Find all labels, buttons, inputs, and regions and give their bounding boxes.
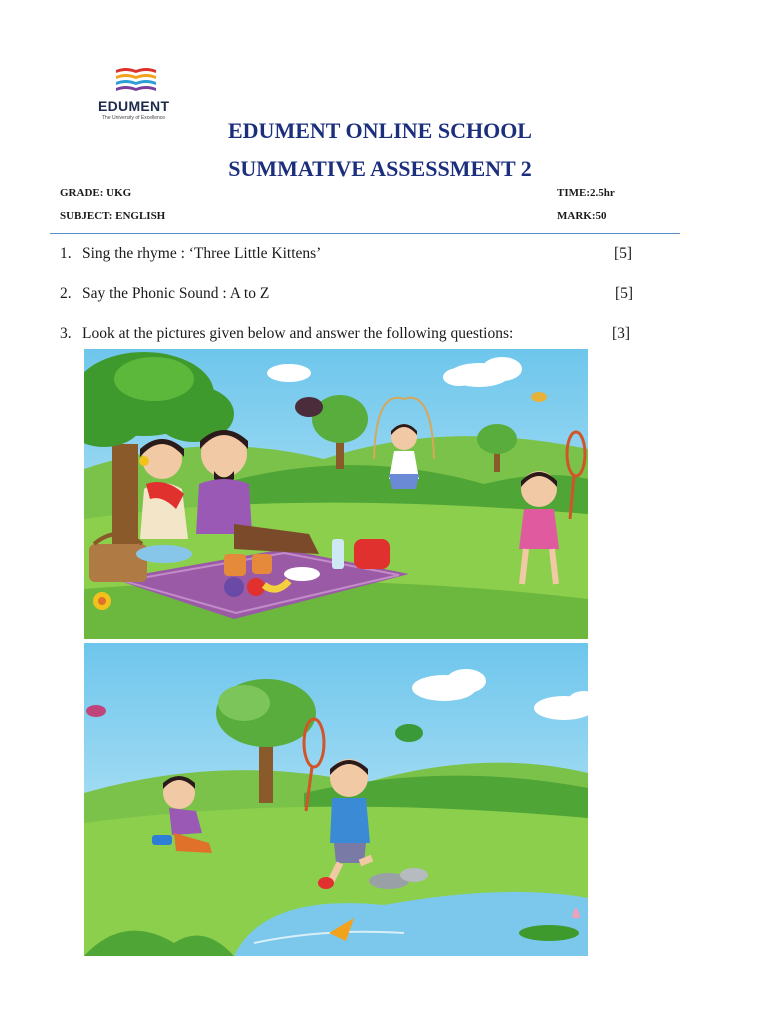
question-3: [60, 325, 513, 343]
subject-label: SUBJECT: ENGLISH: [60, 210, 166, 222]
question-number: 1.: [60, 245, 72, 262]
crow-icon: [295, 397, 323, 417]
bird-icon: [86, 705, 106, 717]
question-1-marks: [5]: [614, 245, 633, 262]
question-number: 3.: [60, 325, 72, 342]
question-1: [60, 245, 321, 263]
header-divider: [50, 233, 680, 234]
bird-icon: [531, 392, 547, 402]
question-text: Say the Phonic Sound : A to Z: [82, 285, 270, 302]
time-label: TIME:2.5hr: [557, 187, 615, 199]
grade-label: GRADE: UKG: [60, 187, 132, 199]
riverside-play-illustration: [84, 643, 588, 956]
mark-label: MARK:50: [557, 210, 607, 222]
logo-name: EDUMENT: [98, 98, 170, 114]
exam-title: SUMMATIVE ASSESSMENT 2: [228, 156, 532, 181]
question-2: [60, 285, 269, 303]
question-number: 2.: [60, 285, 72, 302]
parrot-icon: [395, 724, 423, 742]
picnic-park-illustration: [84, 349, 588, 639]
question-text: Look at the pictures given below and answer the following questions:: [82, 325, 514, 342]
question-text: Sing the rhyme : ‘Three Little Kittens’: [82, 245, 322, 262]
question-3-marks: [3]: [612, 325, 631, 342]
question-2-marks: [5]: [615, 285, 634, 302]
book-stripes-icon: [114, 66, 158, 96]
logo-tagline: The University of Excellence: [102, 115, 166, 121]
school-title: EDUMENT ONLINE SCHOOL: [228, 118, 532, 143]
